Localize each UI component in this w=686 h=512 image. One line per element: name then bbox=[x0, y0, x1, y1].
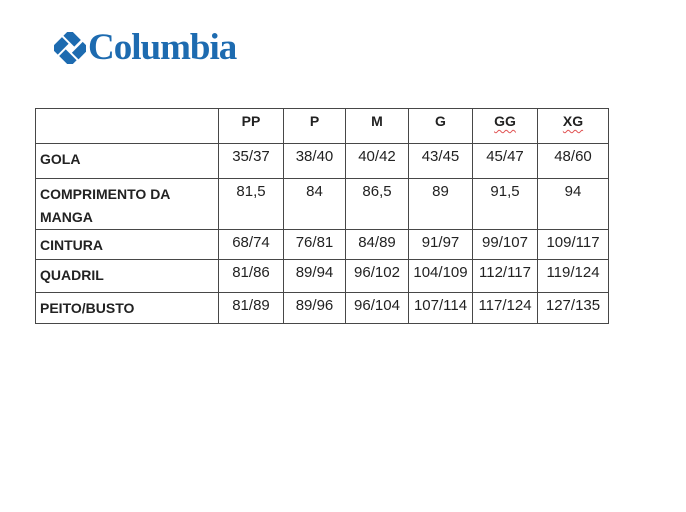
size-value-cell: 117/124 bbox=[473, 293, 538, 324]
table-header-row bbox=[36, 109, 609, 144]
size-value-cell: 81,5 bbox=[219, 179, 284, 230]
column-header-xg-label: XG bbox=[562, 113, 584, 129]
corner-cell bbox=[36, 109, 219, 144]
measurement-row-cintura bbox=[36, 230, 609, 260]
size-value-cell: 48/60 bbox=[538, 144, 609, 179]
size-value-cell: 35/37 bbox=[219, 144, 284, 179]
size-value-cell: 91,5 bbox=[473, 179, 538, 230]
column-header-gg bbox=[473, 109, 538, 144]
brand-wordmark: Columbia bbox=[88, 27, 237, 68]
size-value-cell: 112/117 bbox=[473, 260, 538, 293]
size-value-cell: 89/94 bbox=[284, 260, 346, 293]
size-value-cell: 127/135 bbox=[538, 293, 609, 324]
row-label: PEITO/BUSTO bbox=[36, 293, 219, 324]
size-value-cell: 43/45 bbox=[409, 144, 473, 179]
columbia-gem-icon bbox=[54, 32, 86, 64]
size-value-cell: 76/81 bbox=[284, 230, 346, 260]
row-label: COMPRIMENTO DA MANGA bbox=[36, 179, 219, 230]
size-value-cell: 91/97 bbox=[409, 230, 473, 260]
column-header-g: G bbox=[409, 109, 473, 144]
size-value-cell: 40/42 bbox=[346, 144, 409, 179]
size-value-cell: 81/89 bbox=[219, 293, 284, 324]
row-label: GOLA bbox=[36, 144, 219, 179]
size-value-cell: 96/104 bbox=[346, 293, 409, 324]
size-value-cell: 109/117 bbox=[538, 230, 609, 260]
measurement-row-peito-busto bbox=[36, 293, 609, 324]
size-value-cell: 94 bbox=[538, 179, 609, 230]
size-value-cell: 86,5 bbox=[346, 179, 409, 230]
size-value-cell: 119/124 bbox=[538, 260, 609, 293]
size-value-cell: 99/107 bbox=[473, 230, 538, 260]
size-value-cell: 68/74 bbox=[219, 230, 284, 260]
size-value-cell: 107/114 bbox=[409, 293, 473, 324]
column-header-p: P bbox=[284, 109, 346, 144]
column-header-xg bbox=[538, 109, 609, 144]
size-value-cell: 96/102 bbox=[346, 260, 409, 293]
measurement-row-gola bbox=[36, 144, 609, 179]
size-chart bbox=[35, 108, 609, 324]
size-chart-table bbox=[35, 108, 609, 324]
size-value-cell: 45/47 bbox=[473, 144, 538, 179]
column-header-gg-label: GG bbox=[494, 113, 516, 129]
row-label: QUADRIL bbox=[36, 260, 219, 293]
measurement-row-comprimento-da-manga bbox=[36, 179, 609, 230]
size-value-cell: 84 bbox=[284, 179, 346, 230]
columbia-logo bbox=[54, 29, 236, 66]
size-value-cell: 104/109 bbox=[409, 260, 473, 293]
size-value-cell: 81/86 bbox=[219, 260, 284, 293]
size-value-cell: 89/96 bbox=[284, 293, 346, 324]
measurement-row-quadril bbox=[36, 260, 609, 293]
column-header-pp: PP bbox=[219, 109, 284, 144]
size-value-cell: 38/40 bbox=[284, 144, 346, 179]
column-header-m: M bbox=[346, 109, 409, 144]
row-label: CINTURA bbox=[36, 230, 219, 260]
size-value-cell: 89 bbox=[409, 179, 473, 230]
size-value-cell: 84/89 bbox=[346, 230, 409, 260]
